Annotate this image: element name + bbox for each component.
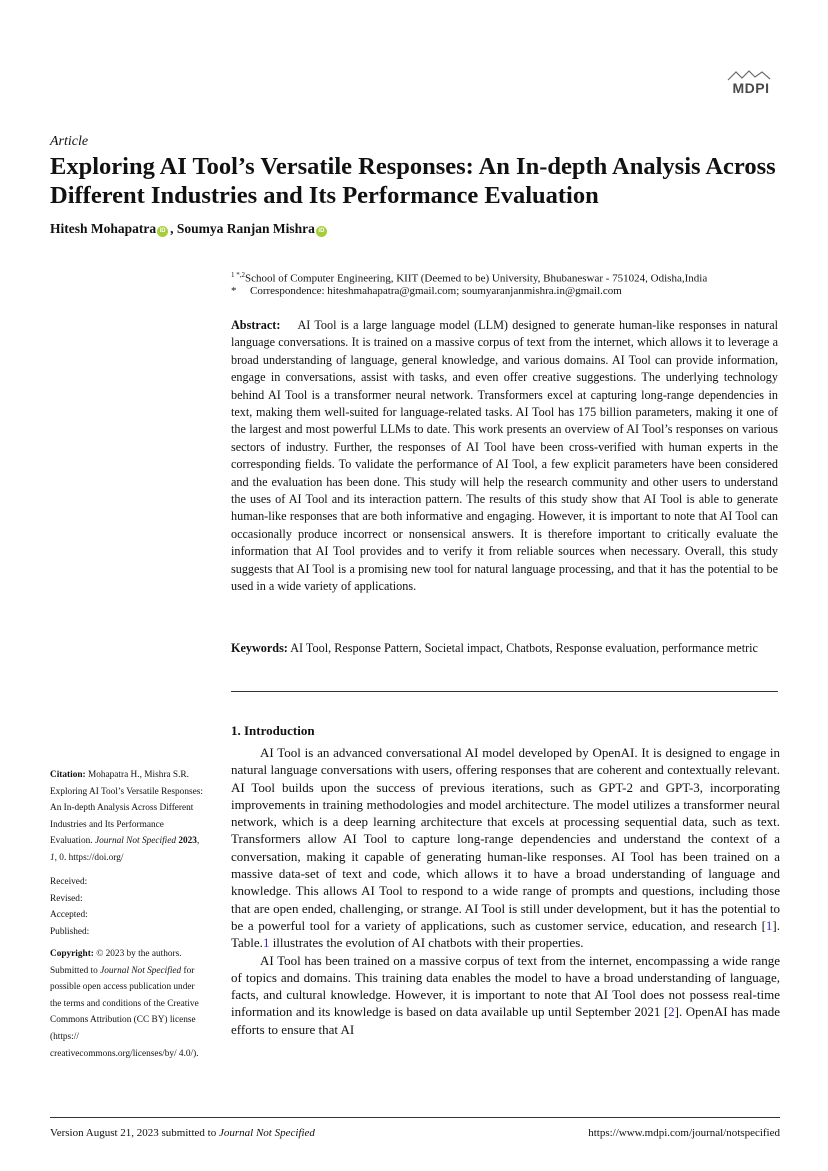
history-dates	[50, 874, 205, 940]
section-heading: 1. Introduction	[231, 723, 315, 738]
citation-link[interactable]: 1	[765, 917, 773, 933]
paragraph-text: ]. OpenAI has made efforts to ensure that AI	[231, 1004, 780, 1037]
footer-divider	[50, 1117, 780, 1118]
abstract-divider	[231, 691, 778, 692]
table-link[interactable]: 1	[262, 935, 270, 951]
paragraph-text: AI Tool is an advanced conversational AI model developed by OpenAI. It is designed to engage in natural language conversations with users, offering responses that are coherent and contextually relevant. AI Tool builds upon the success of previous iterations, such as GPT-2 and GPT-3, incorporating improvements in training methodologies and model architecture. The model utilizes a transformer neural network, which is a deep learning architecture that excels at processing sequential data, such as text. Transformers allow AI Tool to capture long-range dependencies and understand the context of a conversation, making it capable of generating human-like responses. AI Tool has been trained on a massive data-set of text and code, which allows it to have a broad understanding of language and knowledge. This allows AI Tool to respond to a wide range of prompts and questions, including those that are open ended, challenging, or strange. AI Tool is still under development, but it has the potential to be a powerful tool for a variety of applications, such as customer service, education, and research [	[231, 745, 780, 933]
abstract-label: Abstract:	[231, 318, 281, 332]
citation-journal: Journal Not Specified	[94, 836, 177, 847]
affiliation-marker: 1 *,2	[231, 271, 245, 279]
mdpi-logo-text: MDPI	[732, 80, 770, 96]
author-name: Hitesh Mohapatra	[50, 221, 157, 236]
paragraph-text: AI Tool has been trained on a massive corpus of text from the internet, encompassing a wide range of topics and domains. This training data enables the model to have a broad understanding of language, facts, and cultural knowledge. However, it is important to note that AI Tool does not possess real-time information and its knowledge is based on data available up until September 2021 [	[231, 952, 780, 1020]
citation-doi: , 0. https://doi.org/	[54, 852, 124, 863]
footer-version-text: Version August 21, 2023 submitted to	[50, 1127, 219, 1139]
affiliation	[231, 268, 707, 286]
article-type: Article	[50, 134, 89, 149]
orcid-icon[interactable]: iD	[157, 226, 168, 237]
copyright-block	[50, 946, 205, 1062]
paper-title: Exploring AI Tool’s Versatile Responses: An In-depth Analysis Across Different Industries and Its Performance Evaluation	[50, 153, 776, 209]
keywords-text: AI Tool, Response Pattern, Societal impact, Chatbots, Response evaluation, performance metric	[290, 641, 758, 655]
copyright-journal: Journal Not Specified	[100, 965, 182, 976]
published-label: Published:	[50, 926, 90, 937]
revised-label: Revised:	[50, 893, 83, 904]
citation-link[interactable]: 2	[668, 1004, 675, 1020]
abstract-text: AI Tool is a large language model (LLM) designed to generate human-like responses in natural language conversations. It is trained on a massive corpus of text from the internet, which allows it to leverage a broad understanding of language, general knowledge, and various domains. AI Tool can provide information, engage in conversations, assist with tasks, and even offer creative suggestions. The underlying technology behind AI Tool is a transformer neural network. Transformers excel at capturing long-range dependencies in text, making them well-suited for language-related tasks. AI Tool has 175 billion parameters, making it one of the largest and most powerful LLMs to date. This work presents an overview of AI Tool’s responses on various sectors of industry. Further, the responses of AI Tool have been cross-verified with human experts in the corresponding fields. To validate the performance of AI Tool, a few explicit parameters have been considered and the evaluation has been done. This study will help the research community and other users to understand the uses of AI Tool and its interaction pattern. The results of this study show that AI Tool is able to generate human-like responses that are both informative and engaging. However, it is important to note that AI Tool can occasionally produce incorrect or nonsensical answers. It is therefore important to critically evaluate the information that AI Tool provides and to verify it from reliable sources when necessary. Overall, this study suggests that AI Tool is a promising new tool for natural language processing, and that it has the potential to be used in a wide variety of applications.	[231, 318, 779, 594]
received-label: Received:	[50, 877, 88, 887]
citation-label: Citation:	[50, 770, 86, 780]
keywords	[231, 640, 778, 657]
footer-version	[50, 1127, 315, 1139]
correspondence	[231, 284, 622, 298]
footer-journal: Journal Not Specified	[218, 1127, 315, 1139]
affiliation-text: School of Computer Engineering, KIIT (Deemed to be) University, Bhubaneswar - 751024, Odisha,India	[245, 272, 708, 285]
paragraph	[231, 744, 780, 952]
author-separator: ,	[170, 221, 177, 236]
abstract	[231, 317, 778, 596]
copyright-label: Copyright:	[50, 949, 94, 959]
paragraph	[231, 952, 780, 1038]
orcid-icon[interactable]: iD	[316, 226, 327, 237]
paragraph-text: illustrates the evolution of AI chatbots with their properties.	[269, 935, 584, 951]
mdpi-logo	[722, 68, 780, 102]
correspondence-text: Correspondence: hiteshmahapatra@gmail.com; soumyaranjanmishra.in@gmail.com	[250, 285, 622, 297]
citation-year: 2023	[176, 836, 197, 847]
author-list	[50, 221, 329, 237]
citation-volume: , 1	[50, 836, 200, 863]
author-name: Soumya Ranjan Mishra	[176, 221, 315, 236]
paragraph-text: ]. Table.	[231, 917, 780, 951]
footer-url[interactable]: https://www.mdpi.com/journal/notspecified	[588, 1127, 780, 1139]
accepted-label: Accepted:	[50, 910, 88, 921]
copyright-text: © 2023 by the authors. Submitted to	[50, 949, 182, 976]
citation-text: Mohapatra H., Mishra S.R. Exploring AI Tool’s Versatile Responses: An In-depth Analysis Across Different Industries and Its Performance Evaluation.	[50, 770, 203, 847]
keywords-label: Keywords:	[231, 641, 288, 655]
citation-block	[50, 767, 205, 867]
copyright-text: for possible open access publication under the terms and conditions of the Creative Commons Attribution (CC BY) license (https:// creativecommons.org/licenses/by/ 4.0/).	[50, 965, 199, 1059]
introduction-body	[231, 744, 780, 1038]
correspondence-marker: *	[231, 285, 237, 297]
